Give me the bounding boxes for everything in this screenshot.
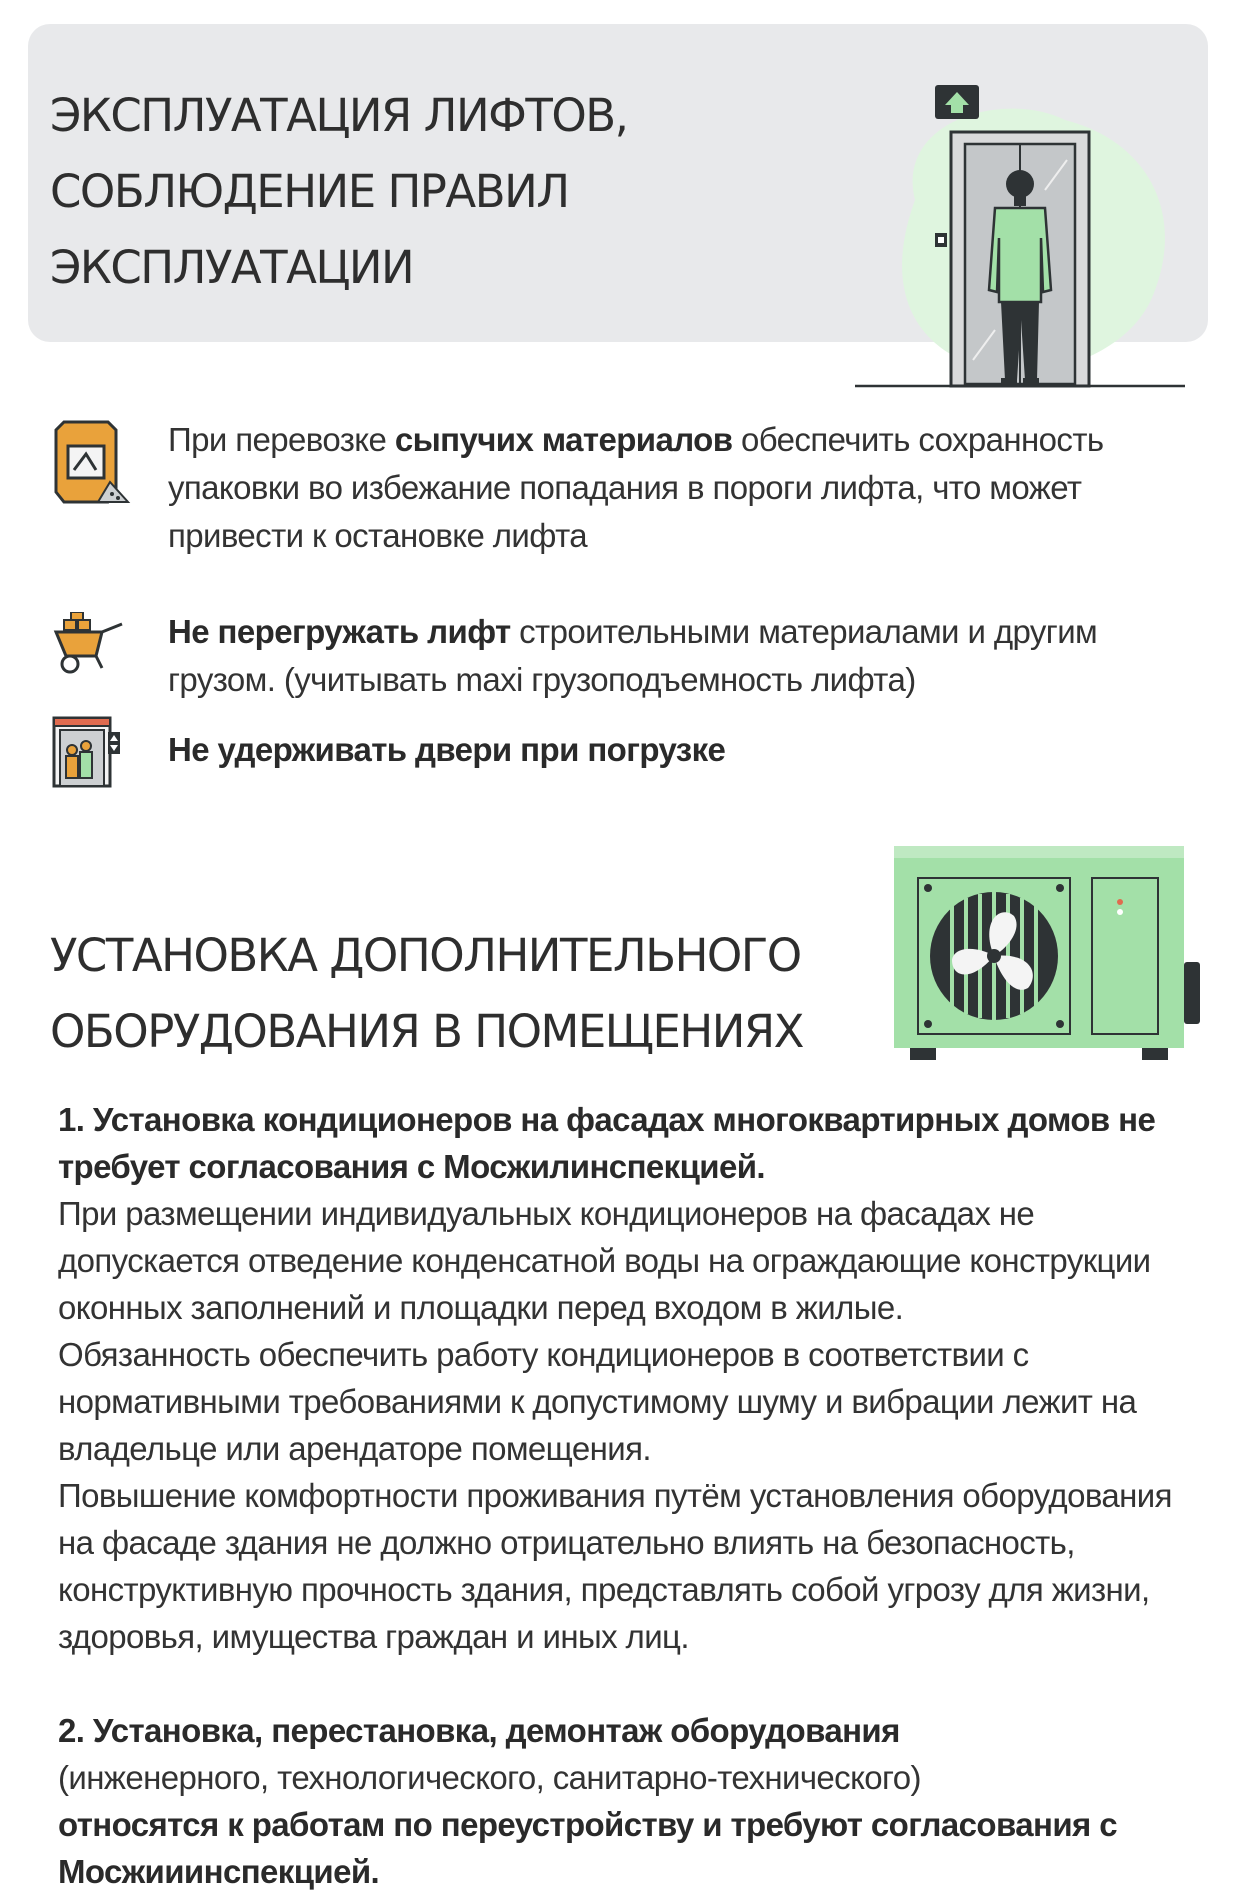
bullet-bold: Не удерживать двери при погрузке — [168, 731, 726, 768]
paragraph-heading: 2. Установка, перестановка, демонтаж оборудования — [58, 1712, 900, 1749]
bullet-bold: сыпучих материалов — [394, 421, 733, 458]
bullet-bold: Не перегружать лифт — [168, 613, 511, 650]
title-line: ОБОРУДОВАНИЯ В ПОМЕЩЕНИЯХ — [50, 1005, 804, 1058]
bullet-suffix: обеспечить сохранность упаковки во избежание попадания в пороги лифта, что может привести к остановке лифта — [168, 421, 1104, 554]
equipment-body — [58, 1096, 1208, 1895]
paragraph — [58, 1096, 1208, 1190]
air-conditioner-illustration — [890, 842, 1202, 1068]
paragraph — [58, 1707, 1208, 1754]
paragraph-heading: 1. Установка кондиционеров на фасадах многоквартирных домов не требует согласования с Мосжилинспекцией. — [58, 1101, 1156, 1185]
spacer — [58, 1660, 1208, 1707]
paragraph: (инженерного, технологического, санитарно-технического) — [58, 1759, 921, 1796]
bullet-text — [168, 416, 1208, 560]
bullet-suffix: строительными материалами и другим грузом. (учитывать maxi грузоподъемность лифта) — [168, 613, 1098, 698]
paragraph — [58, 1801, 1208, 1895]
paragraph: Повышение комфортности проживания путём установления оборудования на фасаде здания не должно отрицательно влиять на безопасность, конструктивную прочность здания, представлять собой угрозу для жизни, здоровья, имущества граждан и иных лиц. — [58, 1477, 1172, 1655]
bullet-text — [168, 608, 1208, 704]
title-line: УСТАНОВКА ДОПОЛНИТЕЛЬНОГО — [50, 929, 801, 982]
elevator-people-icon — [52, 716, 122, 788]
title-line: ЭКСПЛУАТАЦИИ — [50, 241, 414, 294]
paragraph: При размещении индивидуальных кондиционеров на фасадах не допускается отведение конденсатной воды на ограждающие конструкции оконных заполнений и площадки перед входом в жилые. — [58, 1195, 1151, 1326]
bullet-prefix: При перевозке — [168, 421, 395, 458]
section-title-equipment — [50, 918, 870, 1070]
cement-bag-icon — [52, 420, 132, 506]
title-line: СОБЛЮДЕНИЕ ПРАВИЛ — [50, 165, 569, 218]
section-title-elevators — [50, 78, 830, 306]
paragraph-heading: относятся к работам по переустройству и требуют согласования с Мосжииинспекцией. — [58, 1806, 1117, 1890]
paragraph: Обязанность обеспечить работу кондиционеров в соответствии с нормативными требованиями к допустимому шуму и вибрации лежит на владельце или арендаторе помещения. — [58, 1336, 1137, 1467]
bullet-text — [168, 726, 1208, 774]
elevator-illustration — [855, 80, 1200, 400]
title-line: ЭКСПЛУАТАЦИЯ ЛИФТОВ, — [50, 89, 628, 142]
wheelbarrow-bricks-icon — [52, 612, 126, 674]
